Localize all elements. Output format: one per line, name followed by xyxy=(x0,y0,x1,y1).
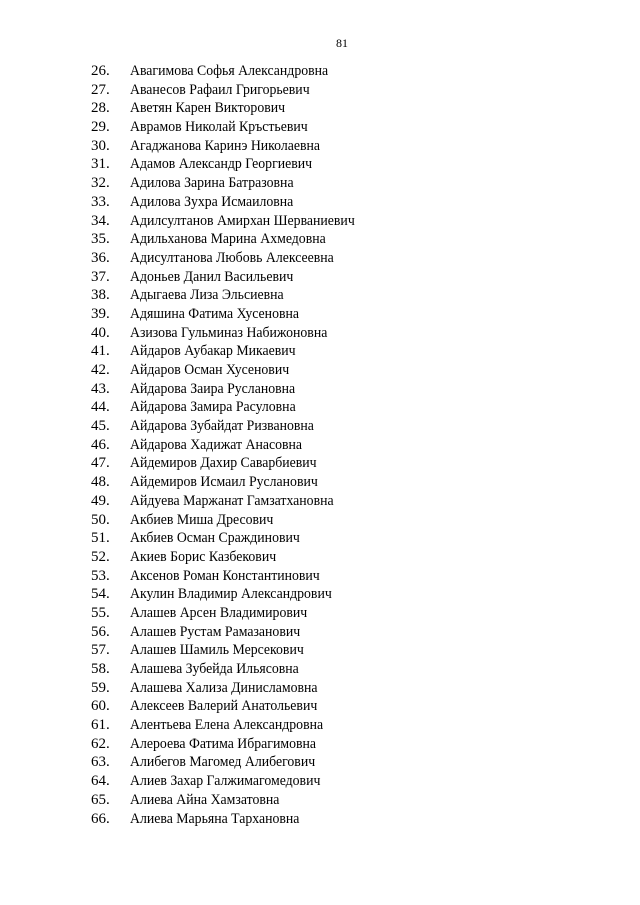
item-number: 57. xyxy=(91,642,110,659)
item-number: 41. xyxy=(91,343,110,360)
item-name: Адилова Зарина Батразовна xyxy=(130,175,294,192)
item-number: 64. xyxy=(91,773,110,790)
item-number: 56. xyxy=(91,623,110,640)
item-number: 62. xyxy=(91,735,110,752)
item-number: 43. xyxy=(91,380,110,397)
item-number: 53. xyxy=(91,567,110,584)
item-name: Алашев Рустам Рамазанович xyxy=(130,623,301,640)
item-number: 28. xyxy=(91,100,110,117)
item-name: Айдемиров Дахир Саварбиевич xyxy=(130,455,317,472)
item-name: Алибегов Магомед Алибегович xyxy=(130,754,316,771)
item-name: Алероева Фатима Ибрагимовна xyxy=(130,735,316,752)
item-number: 61. xyxy=(91,717,110,734)
item-name: Айдемиров Исмаил Русланович xyxy=(130,474,318,491)
item-number: 58. xyxy=(91,661,110,677)
item-name: Айдарова Зубайдат Ризвановна xyxy=(130,418,314,435)
item-number: 65. xyxy=(91,791,110,808)
item-number: 44. xyxy=(91,399,110,416)
item-number: 59. xyxy=(91,679,110,696)
item-name: Адяшина Фатима Хусеновна xyxy=(130,305,299,322)
item-name: Аврамов Николай Кръстьевич xyxy=(130,119,308,136)
item-name: Аксенов Роман Константинович xyxy=(130,567,320,584)
item-number: 51. xyxy=(91,530,110,547)
item-number: 31. xyxy=(91,156,110,173)
item-name: Адильханова Марина Ахмедовна xyxy=(130,231,326,248)
item-number: 40. xyxy=(91,324,110,341)
item-name: Акбиев Осман Сраждинович xyxy=(130,530,300,547)
item-number: 55. xyxy=(91,604,110,621)
item-number: 34. xyxy=(91,212,110,229)
item-number: 63. xyxy=(91,754,110,771)
item-name: Алашева Зубейда Ильясовна xyxy=(130,661,299,677)
item-number: 60. xyxy=(91,698,110,715)
item-name: Акбиев Миша Дресович xyxy=(130,511,274,528)
item-name: Алашева Хализа Динисламовна xyxy=(130,679,318,696)
item-number: 38. xyxy=(91,287,110,304)
item-number: 50. xyxy=(91,511,110,528)
item-number: 39. xyxy=(91,305,110,322)
item-name: Адыгаева Лиза Эльсиевна xyxy=(130,287,284,304)
item-number: 48. xyxy=(91,474,110,491)
item-name: Айдаров Осман Хусенович xyxy=(130,362,290,378)
item-name: Айдарова Замира Расуловна xyxy=(130,399,296,416)
item-number: 54. xyxy=(91,586,110,603)
item-number: 33. xyxy=(91,193,110,210)
item-name: Алентьева Елена Александровна xyxy=(130,717,324,734)
item-name: Акулин Владимир Александрович xyxy=(130,586,332,603)
item-number: 32. xyxy=(91,175,110,192)
item-number: 52. xyxy=(91,548,110,565)
item-name: Адилова Зухра Исмаиловна xyxy=(130,193,294,210)
item-number: 26. xyxy=(91,63,110,79)
item-name: Айдарова Хадижат Анасовна xyxy=(130,436,303,453)
item-number: 37. xyxy=(91,268,110,285)
item-number: 36. xyxy=(91,249,110,266)
page-number: 81 xyxy=(336,36,348,50)
item-name: Алиева Айна Хамзатовна xyxy=(130,791,280,808)
item-name: Айдаров Аубакар Микаевич xyxy=(130,343,296,360)
item-name: Айдуева Маржанат Гамзатхановна xyxy=(130,492,334,509)
item-number: 47. xyxy=(91,455,110,472)
item-number: 66. xyxy=(91,810,110,827)
item-name: Адилсултанов Амирхан Шерваниевич xyxy=(130,212,355,229)
item-name: Алашев Арсен Владимирович xyxy=(130,604,308,621)
item-number: 42. xyxy=(91,362,110,378)
item-name: Алашев Шамиль Мерсекович xyxy=(130,642,304,659)
item-name: Адамов Александр Георгиевич xyxy=(130,156,313,173)
item-name: Адисултанова Любовь Алексеевна xyxy=(130,249,334,266)
item-name: Авагимова Софья Александровна xyxy=(130,63,329,79)
item-number: 49. xyxy=(91,492,110,509)
item-number: 35. xyxy=(91,231,110,248)
item-name: Азизова Гульминаз Набижоновна xyxy=(130,324,328,341)
item-number: 29. xyxy=(91,119,110,136)
item-name: Аванесов Рафаил Григорьевич xyxy=(130,81,310,98)
item-number: 27. xyxy=(91,81,110,98)
item-number: 45. xyxy=(91,418,110,435)
item-name: Алиев Захар Галжимагомедович xyxy=(130,773,321,790)
item-number: 30. xyxy=(91,137,110,154)
item-name: Айдарова Заира Руслановна xyxy=(130,380,296,397)
item-name: Аветян Карен Викторович xyxy=(130,100,286,117)
item-name: Алексеев Валерий Анатольевич xyxy=(130,698,318,715)
item-number: 46. xyxy=(91,436,110,453)
item-name: Акиев Борис Казбекович xyxy=(130,548,277,565)
item-name: Алиева Марьяна Тархановна xyxy=(130,810,300,827)
item-name: Агаджанова Каринэ Николаевна xyxy=(130,137,321,154)
item-name: Адоньев Данил Васильевич xyxy=(130,268,294,285)
